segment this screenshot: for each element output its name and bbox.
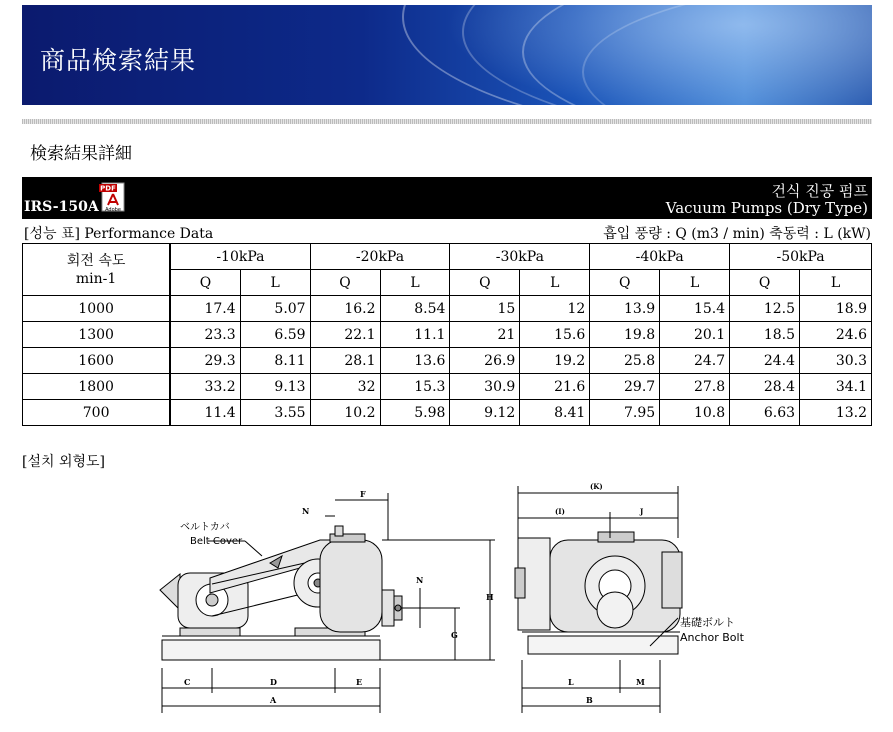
dim-label-l: L — [568, 677, 574, 687]
units-label: 흡입 풍량 : Q (m3 / min) 축동력 : L (kW) — [603, 226, 871, 242]
l-value-cell: 15.3 — [380, 374, 450, 400]
installation-drawing — [150, 478, 750, 723]
table-row — [23, 322, 872, 348]
belt-cover-en: Belt Cover — [190, 536, 243, 547]
l-header: L — [520, 270, 590, 296]
l-value-cell: 8.41 — [520, 400, 590, 426]
table-row — [23, 296, 872, 322]
dim-label-g: G — [451, 630, 458, 640]
speed-cell: 1800 — [23, 374, 171, 400]
q-value-cell: 16.2 — [310, 296, 380, 322]
q-value-cell: 26.9 — [450, 348, 520, 374]
section-title: 検索結果詳細 — [30, 144, 132, 164]
l-value-cell: 12 — [520, 296, 590, 322]
q-value-cell: 18.5 — [730, 322, 800, 348]
category-english: Vacuum Pumps (Dry Type) — [665, 199, 868, 217]
l-value-cell: 10.8 — [660, 400, 730, 426]
speed-cell: 1600 — [23, 348, 171, 374]
speed-header-cell — [23, 244, 171, 296]
pdf-download-icon[interactable] — [99, 181, 127, 213]
q-value-cell: 12.5 — [730, 296, 800, 322]
anchor-bolt-callout — [680, 615, 745, 644]
dim-label-f: F — [360, 489, 366, 499]
q-header: Q — [310, 270, 380, 296]
q-value-cell: 11.4 — [170, 400, 240, 426]
dim-label-e: E — [356, 677, 363, 687]
speed-cell: 1300 — [23, 322, 171, 348]
l-value-cell: 18.9 — [800, 296, 872, 322]
adobe-label: Adobe — [105, 207, 121, 213]
q-value-cell: 29.7 — [590, 374, 660, 400]
dim-label-b: B — [586, 695, 593, 705]
q-value-cell: 15 — [450, 296, 520, 322]
dim-label-a: A — [270, 695, 277, 705]
l-value-cell: 8.54 — [380, 296, 450, 322]
l-value-cell: 30.3 — [800, 348, 872, 374]
speed-unit: min-1 — [75, 270, 117, 287]
q-value-cell: 13.9 — [590, 296, 660, 322]
dim-label-c: C — [184, 677, 191, 687]
anchor-bolt-jp: 基礎ボルト — [680, 616, 735, 629]
performance-table — [22, 243, 872, 426]
dim-label-h: H — [486, 592, 494, 602]
pressure-header: -20kPa — [310, 244, 450, 270]
l-value-cell: 5.98 — [380, 400, 450, 426]
q-header: Q — [450, 270, 520, 296]
product-header — [22, 177, 872, 219]
q-header: Q — [170, 270, 240, 296]
dim-label-d: D — [270, 677, 277, 687]
q-value-cell: 32 — [310, 374, 380, 400]
installation-label: [설치 외형도] — [22, 454, 105, 470]
q-value-cell: 30.9 — [450, 374, 520, 400]
dim-label-j: J — [640, 507, 644, 516]
pressure-header: -10kPa — [170, 244, 310, 270]
q-value-cell: 6.63 — [730, 400, 800, 426]
belt-cover-callout — [180, 521, 243, 547]
l-value-cell: 13.6 — [380, 348, 450, 374]
category-korean: 건식 진공 펌프 — [771, 182, 868, 200]
q-value-cell: 28.4 — [730, 374, 800, 400]
speed-cell: 700 — [23, 400, 171, 426]
q-value-cell: 23.3 — [170, 322, 240, 348]
speed-cell: 1000 — [23, 296, 171, 322]
q-value-cell: 9.12 — [450, 400, 520, 426]
pdf-badge-text: PDF — [100, 184, 116, 193]
pressure-header: -30kPa — [450, 244, 590, 270]
q-value-cell: 17.4 — [170, 296, 240, 322]
l-value-cell: 20.1 — [660, 322, 730, 348]
l-value-cell: 11.1 — [380, 322, 450, 348]
q-value-cell: 21 — [450, 322, 520, 348]
l-value-cell: 21.6 — [520, 374, 590, 400]
q-value-cell: 28.1 — [310, 348, 380, 374]
pressure-header: -50kPa — [730, 244, 872, 270]
q-value-cell: 24.4 — [730, 348, 800, 374]
q-value-cell: 7.95 — [590, 400, 660, 426]
l-value-cell: 24.6 — [800, 322, 872, 348]
q-value-cell: 29.3 — [170, 348, 240, 374]
header-banner — [22, 5, 872, 105]
q-value-cell: 19.8 — [590, 322, 660, 348]
q-value-cell: 25.8 — [590, 348, 660, 374]
l-value-cell: 34.1 — [800, 374, 872, 400]
pressure-header: -40kPa — [590, 244, 730, 270]
l-value-cell: 8.11 — [240, 348, 310, 374]
speed-header: 회전 속도 — [66, 252, 126, 269]
l-value-cell: 15.6 — [520, 322, 590, 348]
q-header: Q — [730, 270, 800, 296]
l-value-cell: 15.4 — [660, 296, 730, 322]
table-row — [23, 374, 872, 400]
l-value-cell: 19.2 — [520, 348, 590, 374]
l-header: L — [240, 270, 310, 296]
l-value-cell: 27.8 — [660, 374, 730, 400]
dim-label-n: N — [302, 506, 310, 516]
anchor-bolt-en: Anchor Bolt — [680, 631, 744, 644]
l-value-cell: 9.13 — [240, 374, 310, 400]
model-name: IRS-150A — [24, 199, 99, 215]
table-row — [23, 348, 872, 374]
l-header: L — [800, 270, 872, 296]
belt-cover-jp: ベルトカバ — [180, 522, 230, 533]
dim-label-n2: N — [416, 575, 424, 585]
dim-label-k: (K) — [590, 482, 603, 491]
dim-label-i: (I) — [555, 507, 565, 516]
q-value-cell: 33.2 — [170, 374, 240, 400]
l-value-cell: 6.59 — [240, 322, 310, 348]
table-row — [23, 400, 872, 426]
l-header: L — [660, 270, 730, 296]
l-value-cell: 13.2 — [800, 400, 872, 426]
l-value-cell: 24.7 — [660, 348, 730, 374]
header-row — [23, 244, 872, 270]
q-value-cell: 10.2 — [310, 400, 380, 426]
end-view — [515, 486, 682, 713]
q-header: Q — [590, 270, 660, 296]
page-title: 商品検索結果 — [40, 46, 197, 75]
l-value-cell: 3.55 — [240, 400, 310, 426]
l-header: L — [380, 270, 450, 296]
performance-label: [성능 표] Performance Data — [24, 226, 214, 242]
q-value-cell: 22.1 — [310, 322, 380, 348]
divider — [22, 119, 872, 124]
dim-label-m: M — [636, 677, 645, 687]
l-value-cell: 5.07 — [240, 296, 310, 322]
